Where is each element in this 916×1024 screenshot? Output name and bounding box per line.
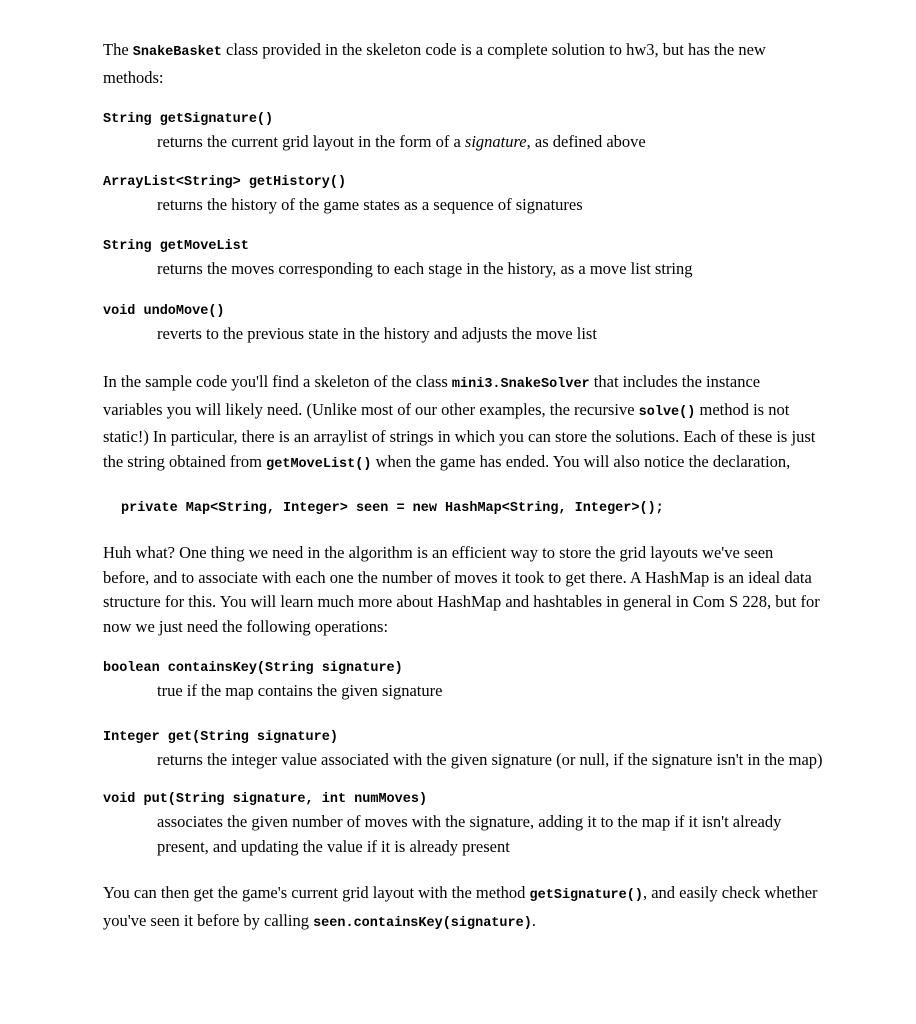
method-desc-text: returns the current grid layout in the form of a (157, 132, 465, 151)
method-description: returns the integer value associated with the given signature (or null, if the signature isn't in the map) (157, 749, 823, 769)
hashmap-paragraph: Huh what? One thing we need in the algorithm is an efficient way to store the grid layouts we've seen before, and to associate with each one the number of moves it took to get there. A HashMap is an ideal data structure for this. You will learn much more about HashMap and hashtables in general in Com S 228, but for now we just need the following operations: (103, 543, 820, 636)
method-signature: void undoMove() (103, 303, 225, 319)
method-description: returns the moves corresponding to each stage in the history, as a move list string (157, 259, 693, 278)
method-signature: void put(String signature, int numMoves) (103, 792, 428, 807)
method-description: returns the history of the game states as a sequence of signatures (157, 194, 583, 214)
para-text: that includes the instance variables you will likely need. (Unlike most of our other examples, the recursive (103, 372, 761, 419)
method-call-containskey: seen.containsKey(signature) (313, 915, 532, 931)
method-get (103, 728, 823, 773)
para-text: when the game has ended. You will also notice the declaration, (371, 451, 791, 471)
para-text: You can then get the game's current grid layout with the method (103, 883, 530, 902)
method-gethistory (103, 173, 823, 218)
method-description: reverts to the previous state in the history and adjusts the move list (157, 323, 597, 343)
method-signature: boolean containsKey(String signature) (103, 661, 403, 676)
document-page (103, 38, 823, 936)
method-description: associates the given number of moves with the signature, adding it to the map if it isn't already present, and updating the value if it is already present (157, 812, 782, 856)
method-signature: Integer get(String signature) (103, 729, 338, 745)
para-text: . (531, 910, 536, 930)
para-text: method is not static!) In particular, there is an arraylist of strings in which you can store the solutions. Each of these is just the string obtained from (103, 399, 816, 471)
method-signature: String getSignature() (103, 112, 274, 127)
method-put (103, 790, 823, 859)
method-name-getmovelist: getMoveList() (266, 456, 372, 472)
class-name-snakebasket: SnakeBasket (132, 45, 222, 60)
method-name-getsignature: getSignature() (529, 888, 643, 903)
para-text: In the sample code you'll find a skeleton of the class (103, 372, 452, 391)
method-getsignature (103, 110, 823, 155)
closing-paragraph (103, 881, 823, 936)
method-undomove (103, 302, 823, 347)
skeleton-paragraph (103, 370, 823, 477)
method-signature: ArrayList<String> getHistory() (103, 174, 347, 190)
class-name-snakesolver: mini3.SnakeSolver (451, 377, 590, 392)
intro-paragraph (103, 38, 823, 90)
method-name-solve: solve() (638, 404, 696, 420)
method-desc-text-end: , as defined above (526, 132, 646, 151)
para-text: , and easily check whether you've seen it before by calling (103, 883, 818, 930)
method-description: true if the map contains the given signature (157, 681, 443, 700)
method-containskey (103, 659, 823, 704)
intro-text: The (103, 40, 133, 59)
method-description (157, 130, 823, 155)
method-getmovelist (103, 237, 823, 282)
method-signature: String getMoveList (103, 239, 249, 254)
emphasis-signature: signature (464, 132, 527, 151)
map-declaration-code: private Map<String, Integer> seen = new HashMap<String, Integer>(); (121, 501, 664, 516)
intro-text-rest: class provided in the skeleton code is a complete solution to hw3, but has the new methods: (103, 40, 766, 87)
